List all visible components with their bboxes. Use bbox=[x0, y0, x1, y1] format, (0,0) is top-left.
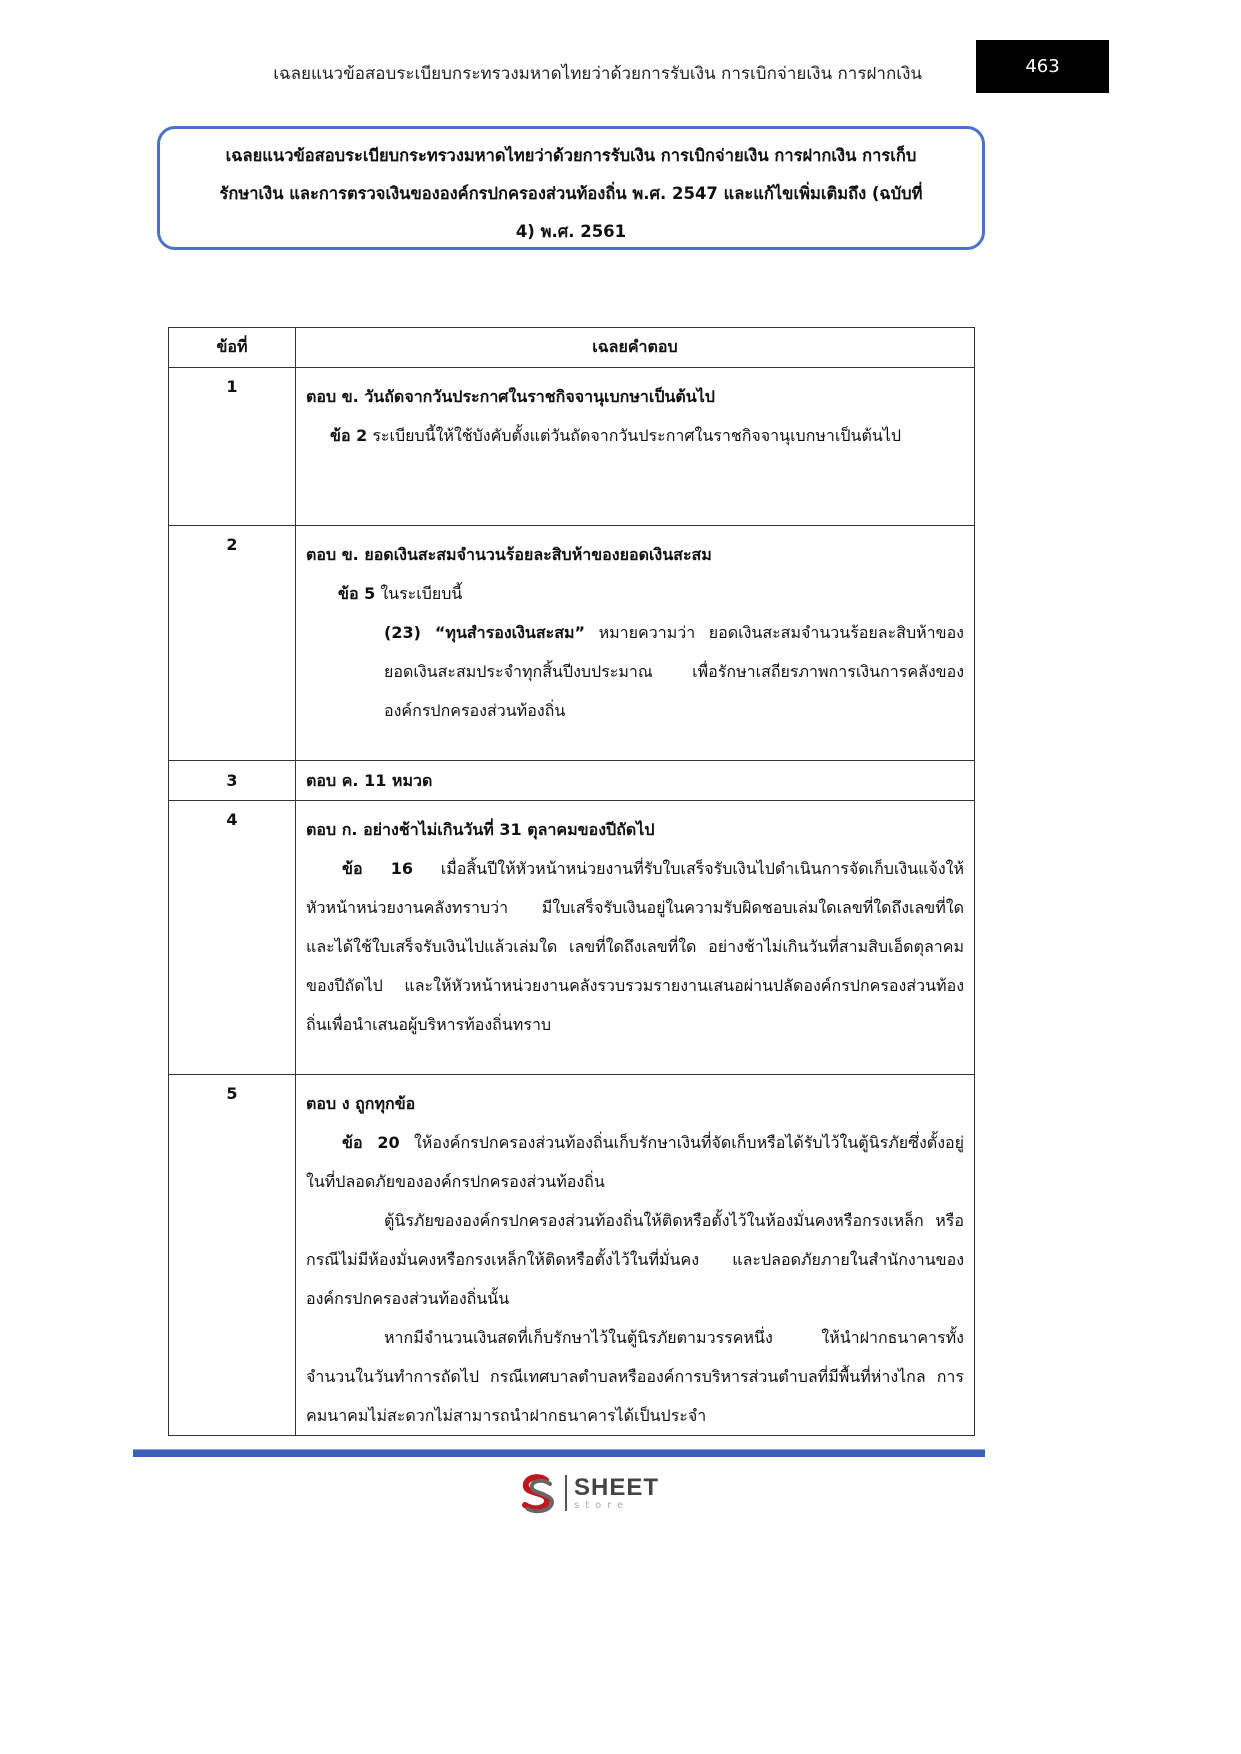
logo-subtext: store bbox=[574, 1499, 630, 1511]
answer-paragraph: ตู้นิรภัยขององค์กรปกครองส่วนท้องถิ่นให้ติดหรือตั้งไว้ในห้องมั่นคงหรือกรงเหล็ก หรือกรณีไม่มีห้องมั่นคงหรือกรงเหล็กให้ติดหรือตั้งไว้ในที่มั่นคง และปลอดภัยภายในสำนักงานขององค์กรปกครองส่วนท้องถิ่นนั้น bbox=[306, 1211, 964, 1308]
title-line-3: 4) พ.ศ. 2561 bbox=[515, 222, 627, 241]
question-number: 2 bbox=[169, 526, 296, 761]
answer-heading: ตอบ ข. ยอดเงินสะสมจำนวนร้อยละสิบห้าของยอดเงินสะสม bbox=[306, 545, 712, 564]
clause-text: ระเบียบนี้ให้ใช้บังคับตั้งแต่วันถัดจากวันประกาศในราชกิจจานุเบกษาเป็นต้นไป bbox=[367, 426, 902, 445]
sheet-s-logo-icon bbox=[516, 1472, 558, 1514]
running-header: เฉลยแนวข้อสอบระเบียบกระทรวงมหาดไทยว่าด้วยการรับเงิน การเบิกจ่ายเงิน การฝากเงิน bbox=[273, 64, 922, 84]
answer-paragraph: หากมีจำนวนเงินสดที่เก็บรักษาไว้ในตู้นิรภัยตามวรรคหนึ่ง ให้นำฝากธนาคารทั้งจำนวนในวันทำการถัดไป กรณีเทศบาลตำบลหรือองค์การบริหารส่วนตำบลที่มีพื้นที่ห่างไกล การคมนาคมไม่สะดวกไม่สามารถนำฝากธนาคารได้เป็นประจำ bbox=[306, 1328, 964, 1425]
logo-text: SHEET bbox=[574, 1473, 660, 1501]
page-number: 463 bbox=[976, 40, 1109, 93]
question-number: 1 bbox=[169, 368, 296, 526]
answer-heading: ตอบ ก. อย่างช้าไม่เกินวันที่ 31 ตุลาคมของปีถัดไป bbox=[306, 820, 655, 839]
answer-paragraph bbox=[306, 849, 964, 1044]
logo-wordmark bbox=[574, 1473, 660, 1511]
document-title-box bbox=[157, 126, 985, 250]
answer-cell bbox=[296, 368, 975, 526]
header-question-no: ข้อที่ bbox=[169, 328, 296, 368]
answer-cell bbox=[296, 1075, 975, 1436]
footer-rule bbox=[133, 1449, 985, 1457]
answer-paragraph bbox=[306, 416, 964, 455]
definition-term: (23) “ทุนสำรองเงินสะสม” bbox=[384, 623, 586, 642]
clause-ref: ข้อ 20 bbox=[342, 1133, 400, 1152]
title-line-1: เฉลยแนวข้อสอบระเบียบกระทรวงมหาดไทยว่าด้วยการรับเงิน การเบิกจ่ายเงิน การฝากเงิน การเก็บ bbox=[225, 146, 917, 165]
table-header-row bbox=[169, 328, 975, 368]
logo-separator bbox=[565, 1475, 567, 1511]
table-row bbox=[169, 761, 975, 801]
answer-paragraph bbox=[306, 613, 964, 730]
clause-ref: ข้อ 16 bbox=[342, 859, 414, 878]
clause-text: ให้องค์กรปกครองส่วนท้องถิ่นเก็บรักษาเงินที่จัดเก็บหรือได้รับไว้ในตู้นิรภัยซึ่งตั้งอยู่ในที่ปลอดภัยขององค์กรปกครองส่วนท้องถิ่น bbox=[306, 1133, 964, 1191]
table-row bbox=[169, 801, 975, 1075]
answer-heading: ตอบ ข. วันถัดจากวันประกาศในราชกิจจานุเบกษาเป็นต้นไป bbox=[306, 387, 715, 406]
answer-heading: ตอบ ค. 11 หมวด bbox=[306, 771, 433, 790]
clause-ref: ข้อ 5 bbox=[338, 584, 376, 603]
answer-cell bbox=[296, 761, 975, 801]
answer-paragraph bbox=[306, 574, 964, 613]
definition-text: หมายความว่า ยอดเงินสะสมจำนวนร้อยละสิบห้าของยอดเงินสะสมประจำทุกสิ้นปีงบประมาณ เพื่อรักษาเสถียรภาพการเงินการคลังขององค์กรปกครองส่วนท้องถิ่น bbox=[384, 623, 964, 720]
answer-table bbox=[168, 327, 975, 1436]
question-number: 3 bbox=[169, 761, 296, 801]
table-row bbox=[169, 526, 975, 761]
question-number: 4 bbox=[169, 801, 296, 1075]
question-number: 5 bbox=[169, 1075, 296, 1436]
clause-text: ในระเบียบนี้ bbox=[375, 584, 463, 603]
table-row bbox=[169, 1075, 975, 1436]
answer-cell bbox=[296, 526, 975, 761]
title-line-2: รักษาเงิน และการตรวจเงินขององค์กรปกครองส่วนท้องถิ่น พ.ศ. 2547 และแก้ไขเพิ่มเติมถึง (ฉบับที่ bbox=[219, 184, 923, 203]
answer-cell bbox=[296, 801, 975, 1075]
header-answer-key: เฉลยคำตอบ bbox=[296, 328, 975, 368]
clause-text: เมื่อสิ้นปีให้หัวหน้าหน่วยงานที่รับใบเสร็จรับเงินไปดำเนินการจัดเก็บเงินแจ้งให้หัวหน้าหน่วยงานคลังทราบว่า มีใบเสร็จรับเงินอยู่ในความรับผิดชอบเล่มใดเลขที่ใดถึงเลขที่ใดและได้ใช้ใบเสร็จรับเงินไปแล้วเล่มใด เลขที่ใดถึงเลขที่ใด อย่างช้าไม่เกินวันที่สามสิบเอ็ดตุลาคมของปีถัดไป และให้หัวหน้าหน่วยงานคลังรวบรวมรายงานเสนอผ่านปลัดองค์กรปกครองส่วนท้องถิ่นเพื่อนำเสนอผู้บริหารท้องถิ่นทราบ bbox=[306, 859, 964, 1034]
answer-heading: ตอบ ง ถูกทุกข้อ bbox=[306, 1094, 416, 1113]
answer-paragraph bbox=[306, 1123, 964, 1201]
clause-ref: ข้อ 2 bbox=[330, 426, 368, 445]
sheet-store-logo bbox=[516, 1470, 676, 1516]
table-row bbox=[169, 368, 975, 526]
